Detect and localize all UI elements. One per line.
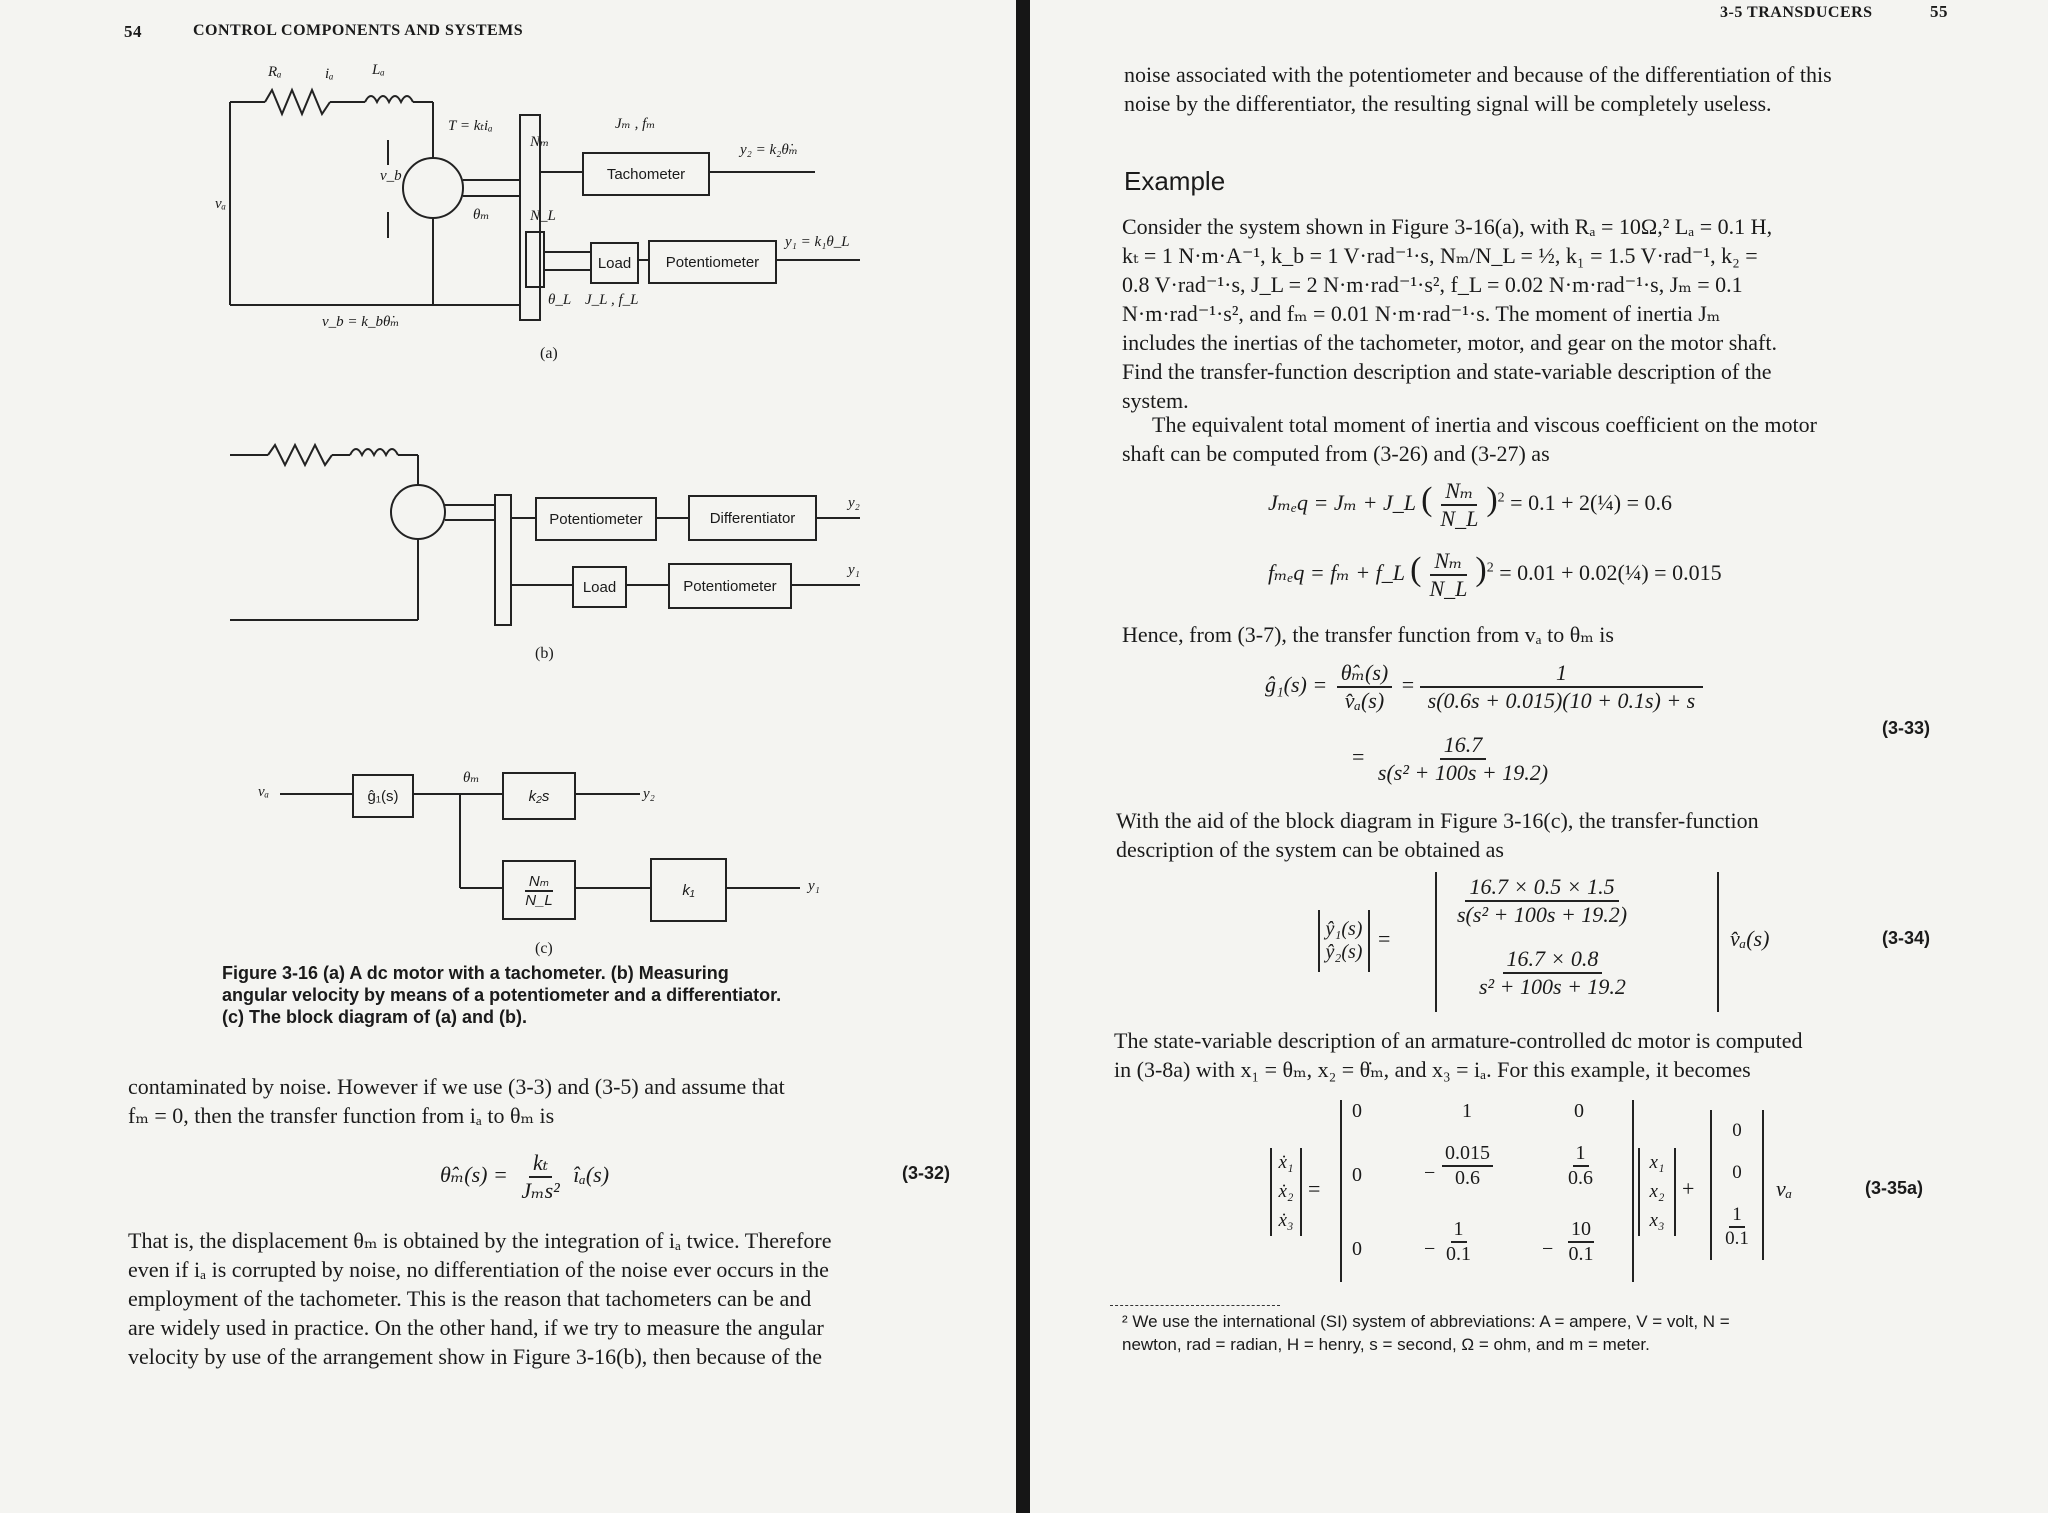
eq-rhs: = 0.1 + 2(¼) = 0.6 bbox=[1510, 490, 1673, 516]
matrix-entry: 0 bbox=[1352, 1164, 1362, 1186]
x-vector bbox=[1638, 1148, 1676, 1236]
label-Nm: Nₘ bbox=[530, 134, 550, 150]
equation-3-33: ĝ₁(s) = $\frac{\text{θ̂ₘ(s)}}{\text{v̂ₐ(s)}}$ = $\frac{1}{s(0.6s + 0.015)(10 + 0.1s) + s}$ bbox=[1265, 660, 1703, 714]
caption-b: (b) bbox=[535, 645, 554, 662]
eq-den: N_L bbox=[1440, 506, 1479, 531]
differentiator-box: Differentiator bbox=[688, 495, 817, 541]
vector-entry: 0 bbox=[1732, 1162, 1742, 1183]
eq-fraction bbox=[1337, 660, 1393, 714]
text-line: description of the system can be obtained as bbox=[1116, 837, 1504, 862]
eq-num: 10 bbox=[1568, 1218, 1594, 1243]
label-La: Lₐ bbox=[372, 62, 385, 78]
body-paragraph bbox=[1116, 806, 1996, 864]
label-theta-L: θ_L bbox=[548, 292, 572, 308]
eq-den: s(0.6s + 0.015)(10 + 0.1s) + s bbox=[1427, 688, 1696, 713]
footnote-line: ² We use the international (SI) system of abbreviations: A = ampere, V = volt, N = bbox=[1122, 1312, 1730, 1331]
eq-den: s(s² + 100s + 19.2) bbox=[1457, 902, 1628, 927]
equation-fmeq: fₘₑq = fₘ + f_L ( $\frac{\text{Nₘ}}{N\_L}$ )$^2$ = 0.01 + 0.02(¼) = 0.015 bbox=[1268, 548, 1722, 601]
transfer-matrix bbox=[1435, 872, 1719, 1012]
footnote bbox=[1122, 1310, 2022, 1356]
equation-3-32 bbox=[440, 1150, 609, 1204]
equation-3-33-cont: = $\frac{16.7}{\text{s(s² + 100s + 19.2)}}$ bbox=[1352, 732, 1556, 786]
text-line: Consider the system shown in Figure 3-16(a), with Rₐ = 10Ω,² Lₐ = 0.1 H, bbox=[1122, 214, 1773, 239]
equation-number: (3-35a) bbox=[1865, 1178, 1924, 1198]
eq-den: 0.6 bbox=[1568, 1167, 1593, 1189]
text-line: includes the inertias of the tachometer, motor, and gear on the motor shaft. bbox=[1122, 330, 1777, 355]
eq-fraction bbox=[1436, 478, 1482, 532]
lhs-vector bbox=[1318, 910, 1370, 972]
text-line: kₜ = 1 N·m·A⁻¹, k_b = 1 V·rad⁻¹·s, Nₘ/N_L = ½, k₁ = 1.5 V·rad⁻¹, k₂ = bbox=[1122, 243, 1758, 268]
matrix-fraction bbox=[1568, 1142, 1593, 1190]
eq-den: v̂ₐ(s) bbox=[1344, 688, 1385, 713]
vector-entry: ŷ₂(s) bbox=[1325, 941, 1363, 963]
system-matrix: 0 1 0 0 − $\frac{0.015}{0.6}$ $\frac{1}{0.6}$ 0 − $\frac{1}{0.1}$ − $\frac{10}{0.1}$ bbox=[1340, 1100, 1634, 1282]
eq-den: s² + 100s + 19.2 bbox=[1479, 974, 1626, 999]
vector-entry: ŷ₁(s) bbox=[1325, 918, 1363, 940]
text-line: even if iₐ is corrupted by noise, no differentiation of the noise ever occurs in the bbox=[128, 1257, 829, 1282]
body-paragraph bbox=[128, 1226, 978, 1371]
eq-num: 0.015 bbox=[1442, 1142, 1493, 1167]
body-line: Hence, from (3-7), the transfer function from vₐ to θₘ is bbox=[1122, 622, 1614, 647]
eq-lhs: fₘₑq = fₘ + f_L bbox=[1268, 560, 1405, 586]
label-y2-b: y₂ bbox=[848, 495, 860, 511]
eq-den: 0.1 bbox=[1446, 1243, 1471, 1265]
label-ia: iₐ bbox=[325, 66, 334, 82]
xdot-vector bbox=[1270, 1148, 1302, 1236]
plus-sign: + bbox=[1682, 1176, 1695, 1201]
footnote-rule bbox=[1110, 1305, 1280, 1306]
body-paragraph bbox=[1122, 410, 2002, 468]
tachometer-box: Tachometer bbox=[582, 152, 710, 196]
caption-a: (a) bbox=[540, 345, 558, 362]
eq-fraction bbox=[1425, 548, 1471, 602]
running-head: 3-5 TRANSDUCERS bbox=[1720, 4, 1873, 21]
figure-caption bbox=[222, 962, 781, 1028]
text-line: shaft can be computed from (3-26) and (3-27) as bbox=[1122, 441, 1550, 466]
label-va: vₐ bbox=[215, 196, 227, 212]
load-box-b: Load bbox=[572, 566, 627, 608]
eq-num: 1 bbox=[1573, 1142, 1589, 1167]
eq-den: s(s² + 100s + 19.2) bbox=[1377, 760, 1549, 785]
text-line: fₘ = 0, then the transfer function from iₐ to θₘ is bbox=[128, 1103, 555, 1128]
body-paragraph bbox=[128, 1072, 968, 1130]
matrix-entry bbox=[1471, 946, 1634, 1000]
label-Ra: Rₐ bbox=[268, 64, 282, 80]
input-va: vₐ bbox=[1776, 1176, 1793, 1201]
vector-entry: x₁ bbox=[1649, 1151, 1665, 1173]
eq-den: Jₘs² bbox=[521, 1178, 560, 1203]
eq-rhs: v̂ₐ(s) bbox=[1730, 926, 1770, 951]
running-head: CONTROL COMPONENTS AND SYSTEMS bbox=[193, 22, 524, 39]
gear-ratio-num: Nₘ bbox=[525, 872, 553, 892]
page-number: 55 bbox=[1930, 2, 1948, 21]
matrix-fraction bbox=[1442, 1142, 1493, 1190]
label-y2-c: y₂ bbox=[643, 786, 655, 802]
matrix-fraction bbox=[1446, 1218, 1471, 1266]
body-paragraph bbox=[1124, 60, 2004, 118]
vector-entry: 0 bbox=[1732, 1120, 1742, 1141]
eq-fraction bbox=[1424, 660, 1700, 714]
eq-num: Nₘ bbox=[1430, 548, 1466, 576]
label-theta-m: θₘ bbox=[473, 207, 490, 223]
load-box: Load bbox=[590, 242, 639, 284]
potentiometer-box: Potentiometer bbox=[648, 240, 777, 284]
matrix-entry: 0 bbox=[1574, 1100, 1584, 1122]
eq-lhs: ĝ₁(s) = bbox=[1265, 672, 1328, 698]
vector-entry: x₃ bbox=[1649, 1210, 1665, 1232]
eq-den: N_L bbox=[1429, 576, 1468, 601]
vector-entry: x₂ bbox=[1649, 1180, 1665, 1202]
text-line: employment of the tachometer. This is the reason that tachometers can be and bbox=[128, 1286, 812, 1311]
label-va-c: vₐ bbox=[258, 784, 270, 800]
gear-ratio-den: N_L bbox=[525, 891, 553, 909]
label-JL-fL: J_L , f_L bbox=[585, 292, 639, 308]
eq-num: 16.7 × 0.5 × 1.5 bbox=[1465, 874, 1618, 902]
text-line: Find the transfer-function description and state-variable description of the bbox=[1122, 359, 1772, 384]
matrix-entry: 0 bbox=[1352, 1100, 1362, 1122]
label-torque: T = kₜiₐ bbox=[448, 118, 493, 134]
matrix-entry: 0 bbox=[1352, 1238, 1362, 1260]
page-number: 54 bbox=[124, 22, 142, 41]
potentiometer-top-box: Potentiometer bbox=[535, 497, 657, 541]
k1-block: k₁ bbox=[650, 858, 727, 922]
eq-rhs: = 0.01 + 0.02(¼) = 0.015 bbox=[1499, 560, 1722, 586]
eq-num: θ̂ₘ(s) bbox=[1337, 660, 1393, 688]
text-line: N·m·rad⁻¹·s², and fₘ = 0.01 N·m·rad⁻¹·s. The moment of inertia Jₘ bbox=[1122, 301, 1721, 326]
eq-num: 16.7 bbox=[1440, 732, 1487, 760]
matrix-fraction bbox=[1568, 1218, 1594, 1266]
label-theta-m-c: θₘ bbox=[463, 770, 480, 786]
label-NL: N_L bbox=[530, 208, 556, 224]
eq-lhs: Jₘₑq = Jₘ + J_L bbox=[1268, 490, 1416, 516]
vector-entry: ẋ₂ bbox=[1278, 1180, 1294, 1202]
eq-den: 0.1 bbox=[1725, 1228, 1749, 1249]
figure-caption-line: (c) The block diagram of (a) and (b). bbox=[222, 1007, 528, 1027]
matrix-entry bbox=[1449, 874, 1635, 928]
equals-sign: = bbox=[1308, 1176, 1321, 1201]
text-line: contaminated by noise. However if we use (3-3) and (3-5) and assume that bbox=[128, 1074, 785, 1099]
potentiometer-bottom-box: Potentiometer bbox=[668, 563, 792, 609]
eq-num: 1 bbox=[1729, 1204, 1745, 1228]
example-heading: Example bbox=[1124, 166, 1226, 196]
eq-fraction bbox=[1374, 732, 1552, 786]
caption-c: (c) bbox=[535, 940, 553, 957]
equation-number: (3-32) bbox=[902, 1163, 951, 1183]
eq-num: 1 bbox=[1451, 1218, 1467, 1243]
label-Jm-fm: Jₘ , fₘ bbox=[615, 116, 656, 132]
label-vb: v_b bbox=[380, 168, 402, 184]
text-line: system. bbox=[1122, 388, 1189, 413]
text-line: are widely used in practice. On the other hand, if we try to measure the angular bbox=[128, 1315, 824, 1340]
text-line: That is, the displacement θₘ is obtained by the integration of iₐ twice. Therefore bbox=[128, 1228, 832, 1253]
eq-fraction bbox=[1475, 946, 1630, 1000]
text-line: velocity by use of the arrangement show in Figure 3-16(b), then because of the bbox=[128, 1344, 823, 1369]
eq-num: 1 bbox=[1420, 660, 1704, 688]
label-y2: y₂ = k₂θ̇ₘ bbox=[740, 142, 798, 158]
eq-fraction bbox=[1453, 874, 1631, 928]
eq-num: Nₘ bbox=[1441, 478, 1477, 506]
text-line: The equivalent total moment of inertia and viscous coefficient on the motor bbox=[1152, 412, 1817, 437]
text-line: 0.8 V·rad⁻¹·s, J_L = 2 N·m·rad⁻¹·s², f_L = 0.02 N·m·rad⁻¹·s, Jₘ = 0.1 bbox=[1122, 272, 1743, 297]
vector-entry: ẋ₃ bbox=[1278, 1210, 1294, 1232]
text-line: noise by the differentiator, the resulting signal will be completely useless. bbox=[1124, 91, 1772, 116]
vector-fraction bbox=[1725, 1204, 1749, 1250]
eq-num: kₜ bbox=[529, 1150, 552, 1178]
body-paragraph bbox=[1114, 1026, 2004, 1084]
g1-block: ĝ₁(s) bbox=[352, 774, 414, 818]
equation-number: (3-33) bbox=[1882, 718, 1931, 738]
label-y1: y₁ = k₁θ_L bbox=[785, 234, 850, 250]
footnote-line: newton, rad = radian, H = henry, s = second, Ω = ohm, and m = meter. bbox=[1122, 1335, 1650, 1354]
equation-Jmeq: Jₘₑq = Jₘ + J_L ( $\frac{\text{Nₘ}}{N\_L}$ )$^2$ = 0.1 + 2(¼) = 0.6 bbox=[1268, 478, 1673, 531]
equals-sign: = bbox=[1378, 926, 1391, 951]
input-vector bbox=[1710, 1110, 1764, 1260]
equation-number: (3-34) bbox=[1882, 928, 1931, 948]
example-paragraph bbox=[1122, 212, 2002, 415]
eq-den: 0.6 bbox=[1455, 1167, 1480, 1189]
text-line: With the aid of the block diagram in Figure 3-16(c), the transfer-function bbox=[1116, 808, 1759, 833]
eq-num: 16.7 × 0.8 bbox=[1503, 946, 1603, 974]
label-y1-b: y₁ bbox=[848, 562, 860, 578]
right-page bbox=[1030, 0, 2048, 1513]
text-line: noise associated with the potentiometer and because of the differentiation of this bbox=[1124, 62, 1832, 87]
label-y1-c: y₁ bbox=[808, 878, 820, 894]
figure-caption-line: angular velocity by means of a potentiometer and a differentiator. bbox=[222, 985, 782, 1005]
vector-entry: ẋ₁ bbox=[1278, 1151, 1294, 1173]
figure-caption-line: Figure 3-16 (a) A dc motor with a tachometer. (b) Measuring bbox=[222, 963, 729, 983]
label-vb-eq: v_b = k_bθ̇ₘ bbox=[322, 314, 400, 330]
matrix-entry: 1 bbox=[1462, 1100, 1472, 1122]
text-line: The state-variable description of an armature-controlled dc motor is computed bbox=[1114, 1028, 1803, 1053]
eq-fraction bbox=[517, 1150, 563, 1204]
eq-den: 0.1 bbox=[1568, 1243, 1594, 1265]
text-line: in (3-8a) with x₁ = θₘ, x₂ = θ̇ₘ, and x₃ = iₐ. For this example, it becomes bbox=[1114, 1057, 1751, 1082]
eq-rhs: îₐ(s) bbox=[573, 1162, 610, 1188]
eq-lhs: θ̂ₘ(s) = bbox=[440, 1162, 508, 1188]
gear-ratio-block bbox=[502, 860, 576, 920]
k2s-block: k₂s bbox=[502, 772, 576, 820]
left-page bbox=[0, 0, 1018, 1513]
